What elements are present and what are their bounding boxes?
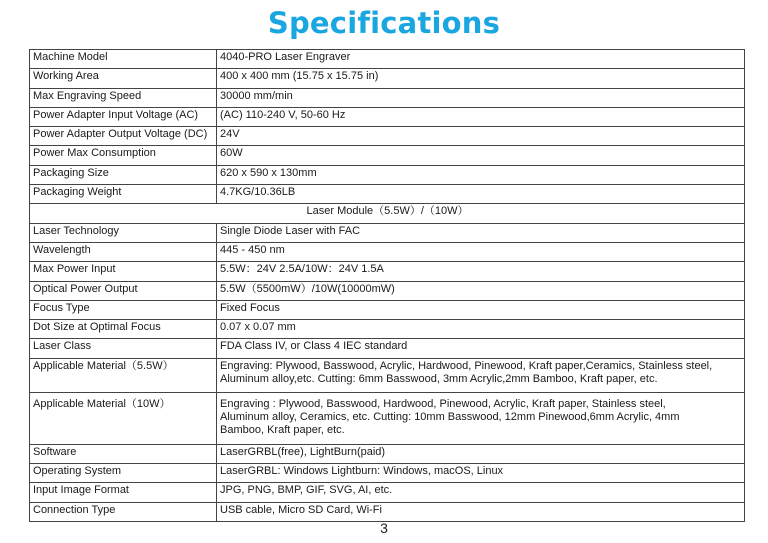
spec-label: Operating System bbox=[30, 464, 217, 483]
spec-value bbox=[217, 392, 745, 444]
spec-value: USB cable, Micro SD Card, Wi-Fi bbox=[217, 502, 745, 521]
spec-row-max-power-input bbox=[30, 262, 745, 281]
spec-row-wavelength bbox=[30, 242, 745, 261]
spec-label: Max Engraving Speed bbox=[30, 88, 217, 107]
spec-label: Wavelength bbox=[30, 242, 217, 261]
spec-label: Connection Type bbox=[30, 502, 217, 521]
spec-value: 30000 mm/min bbox=[217, 88, 745, 107]
spec-label: Power Adapter Output Voltage (DC) bbox=[30, 127, 217, 146]
spec-value: 4.7KG/10.36LB bbox=[217, 185, 745, 204]
spec-row-laser-technology bbox=[30, 223, 745, 242]
spec-value: Fixed Focus bbox=[217, 300, 745, 319]
spec-row-input-voltage bbox=[30, 107, 745, 126]
spec-value: 60W bbox=[217, 146, 745, 165]
spec-row-material-10w bbox=[30, 392, 745, 444]
material-line: Engraving : Plywood, Basswood, Hardwood, Pinewood, Acrylic, Kraft paper, Stainless steel, bbox=[220, 397, 666, 410]
spec-value bbox=[217, 358, 745, 392]
spec-row-working-area bbox=[30, 69, 745, 88]
spec-row-focus-type bbox=[30, 300, 745, 319]
specifications-table bbox=[29, 49, 745, 522]
spec-row-software bbox=[30, 444, 745, 463]
spec-row-packaging-size bbox=[30, 165, 745, 184]
section-header: Laser Module（5.5W）/（10W） bbox=[30, 204, 745, 223]
spec-value: 5.5W：24V 2.5A/10W：24V 1.5A bbox=[217, 262, 745, 281]
spec-label: Power Adapter Input Voltage (AC) bbox=[30, 107, 217, 126]
spec-row-laser-class bbox=[30, 339, 745, 358]
spec-value: 5.5W（5500mW）/10W(10000mW) bbox=[217, 281, 745, 300]
spec-label: Power Max Consumption bbox=[30, 146, 217, 165]
page-number: 3 bbox=[380, 520, 388, 536]
spec-label: Packaging Weight bbox=[30, 185, 217, 204]
spec-label: Dot Size at Optimal Focus bbox=[30, 320, 217, 339]
page-title: Specifications bbox=[267, 6, 501, 40]
spec-label: Optical Power Output bbox=[30, 281, 217, 300]
spec-row-operating-system bbox=[30, 464, 745, 483]
spec-value: 620 x 590 x 130mm bbox=[217, 165, 745, 184]
spec-label: Laser Class bbox=[30, 339, 217, 358]
spec-value: 445 - 450 nm bbox=[217, 242, 745, 261]
spec-label: Software bbox=[30, 444, 217, 463]
spec-label: Input Image Format bbox=[30, 483, 217, 502]
spec-value: 400 x 400 mm (15.75 x 15.75 in) bbox=[217, 69, 745, 88]
spec-row-max-engraving-speed bbox=[30, 88, 745, 107]
spec-label: Focus Type bbox=[30, 300, 217, 319]
spec-value: (AC) 110-240 V, 50-60 Hz bbox=[217, 107, 745, 126]
spec-label: Working Area bbox=[30, 69, 217, 88]
material-line: Bamboo, Kraft paper, etc. bbox=[220, 423, 345, 436]
spec-row-output-voltage bbox=[30, 127, 745, 146]
spec-value: Single Diode Laser with FAC bbox=[217, 223, 745, 242]
material-line: Engraving: Plywood, Basswood, Acrylic, Hardwood, Pinewood, Kraft paper,Ceramics, Stainless steel, bbox=[220, 359, 713, 372]
spec-value: JPG, PNG, BMP, GIF, SVG, AI, etc. bbox=[217, 483, 745, 502]
spec-value: 24V bbox=[217, 127, 745, 146]
spec-value: 4040-PRO Laser Engraver bbox=[217, 50, 745, 69]
spec-row-material-5-5w bbox=[30, 358, 745, 392]
spec-label: Laser Technology bbox=[30, 223, 217, 242]
section-header-row bbox=[30, 204, 745, 223]
spec-row-optical-power-output bbox=[30, 281, 745, 300]
spec-row-packaging-weight bbox=[30, 185, 745, 204]
spec-label: Packaging Size bbox=[30, 165, 217, 184]
spec-value: FDA Class IV, or Class 4 IEC standard bbox=[217, 339, 745, 358]
spec-row-input-image-format bbox=[30, 483, 745, 502]
spec-row-dot-size bbox=[30, 320, 745, 339]
material-line: Aluminum alloy, Ceramics, etc. Cutting: 10mm Basswood, 12mm Pinewood,6mm Acrylic, 4mm bbox=[220, 410, 680, 423]
spec-value: LaserGRBL: Windows Lightburn: Windows, macOS, Linux bbox=[217, 464, 745, 483]
spec-row-machine-model bbox=[30, 50, 745, 69]
spec-label: Applicable Material（5.5W） bbox=[30, 358, 217, 392]
spec-label: Machine Model bbox=[30, 50, 217, 69]
spec-value: LaserGRBL(free), LightBurn(paid) bbox=[217, 444, 745, 463]
spec-label: Applicable Material（10W） bbox=[30, 392, 217, 444]
spec-value: 0.07 x 0.07 mm bbox=[217, 320, 745, 339]
material-line: Aluminum alloy,etc. Cutting: 6mm Basswood, 3mm Acrylic,2mm Bamboo, Kraft paper, etc. bbox=[220, 372, 658, 385]
spec-row-power-consumption bbox=[30, 146, 745, 165]
spec-row-connection-type bbox=[30, 502, 745, 521]
spec-label: Max Power Input bbox=[30, 262, 217, 281]
